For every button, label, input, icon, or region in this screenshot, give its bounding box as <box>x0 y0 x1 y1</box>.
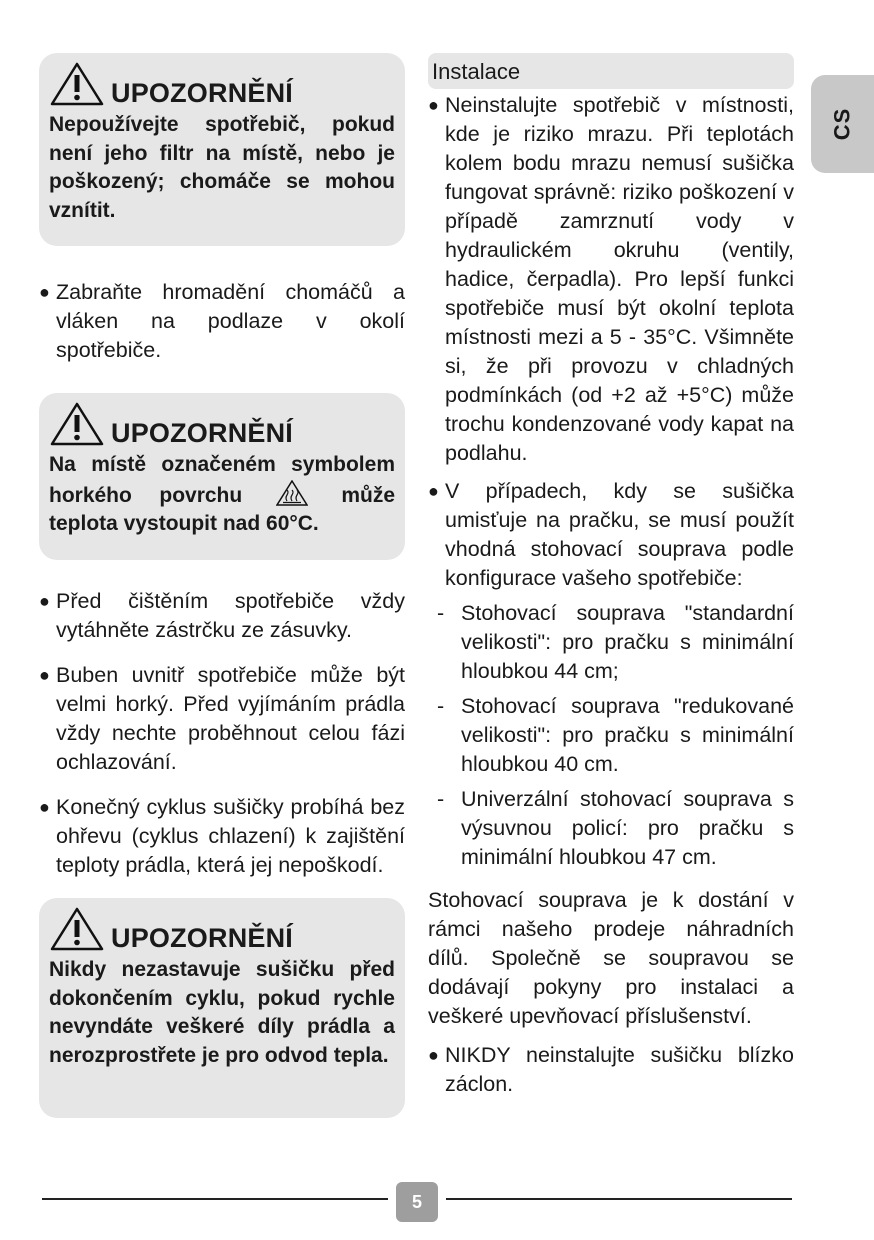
bullet-mark: ● <box>428 1045 439 1065</box>
bullet-mark: ● <box>39 282 50 302</box>
dash-mark: - <box>437 694 445 718</box>
warning-triangle-icon <box>49 61 105 107</box>
dash-mark: - <box>437 787 445 811</box>
warning-title: UPOZORNĚNÍ <box>111 923 294 953</box>
warning-heading <box>49 906 395 952</box>
warning-title: UPOZORNĚNÍ <box>111 418 294 448</box>
dash-mark: - <box>437 601 445 625</box>
paragraph: Stohovací souprava je k dostání v rámci našeho prodeje náhradních dílů. Společně se soupravou se dodávají pokyny pro instalaci a veškeré upevňovací příslušenství. <box>428 888 794 1028</box>
warning-text-after: může teplota vystoupit nad 60°C. <box>49 483 395 535</box>
sub-list-item-text: Univerzální stohovací souprava s výsuvnou policí: pro pračku s minimální hloubkou 47 cm. <box>461 787 794 869</box>
list-item <box>39 587 405 645</box>
warning-heading <box>49 61 395 107</box>
sub-list-item <box>428 692 794 779</box>
warning-text: Nikdy nezastavuje sušičku před dokončením cyklu, pokud rychle nevyndáte veškeré díly prádla a nerozprostřete je pro odvod tepla. <box>49 958 395 1067</box>
list-item-text: Konečný cyklus sušičky probíhá bez ohřevu (cyklus chlazení) k zajištění teploty prádla, která jej nepoškodí. <box>56 795 405 877</box>
bullet-mark: ● <box>428 95 439 115</box>
list-item <box>39 793 405 880</box>
list-item-text: V případech, kdy se sušička umisťuje na pračku, se musí použít vhodná stohovací souprava podle konfigurace vašeho spotřebiče: <box>445 479 794 590</box>
hot-surface-icon <box>276 480 308 506</box>
list-item <box>428 477 794 593</box>
sub-list-item <box>428 599 794 686</box>
warning-title: UPOZORNĚNÍ <box>111 78 294 108</box>
bullet-mark: ● <box>39 591 50 611</box>
footer-divider-left <box>42 1198 388 1200</box>
warning-box-cycle-stop <box>39 898 405 1118</box>
right-column <box>428 53 794 1099</box>
bullet-mark: ● <box>428 481 439 501</box>
language-tab <box>811 75 874 173</box>
section-title: Instalace <box>428 53 794 89</box>
warning-triangle-icon <box>49 906 105 952</box>
warning-heading <box>49 401 395 447</box>
bullet-mark: ● <box>39 797 50 817</box>
warning-text <box>49 451 395 539</box>
left-column <box>39 53 405 1118</box>
list-item-text: Neinstalujte spotřebič v místnosti, kde je riziko mrazu. Při teplotách kolem bodu mrazu nemusí sušička fungovat správně: riziko poškození v případě zamrznutí vody v hydraulickém okruhu (ventily, hadice, čerpadla). Pro lepší funkci spotřebiče musí být okolní teplota místnosti mezi a 5 - 35°C. Všimněte si, že při provozu v chladných podmínkách (od +2 až +5°C) může trochu kondenzované vody kapat na podlahu. <box>445 93 794 465</box>
sub-list-item-text: Stohovací souprava "redukované velikosti": pro pračku s minimální hloubkou 40 cm. <box>461 694 794 776</box>
warning-text-before: Na místě označeném symbolem horkého povrchu <box>49 453 395 507</box>
warning-triangle-icon <box>49 401 105 447</box>
warning-box-hot-surface <box>39 393 405 560</box>
list-item-text: Buben uvnitř spotřebiče může být velmi horký. Před vyjímáním prádla vždy nechte proběhnout celou fázi ochlazování. <box>56 663 405 774</box>
list-item-text: Zabraňte hromadění chomáčů a vláken na podlaze v okolí spotřebiče. <box>56 280 405 362</box>
list-item-text: NIKDY neinstalujte sušičku blízko záclon. <box>445 1043 794 1096</box>
sub-list-item <box>428 785 794 872</box>
list-item-text: Před čištěním spotřebiče vždy vytáhněte zástrčku ze zásuvky. <box>56 589 405 642</box>
footer-divider-right <box>446 1198 792 1200</box>
warning-text: Nepoužívejte spotřebič, pokud není jeho filtr na místě, nebo je poškozený; chomáče se mohou vznítit. <box>49 113 395 222</box>
list-item <box>428 91 794 468</box>
sub-list-item-text: Stohovací souprava "standardní velikosti": pro pračku s minimální hloubkou 44 cm; <box>461 601 794 683</box>
warning-box-filter <box>39 53 405 246</box>
list-item <box>39 661 405 777</box>
bullet-mark: ● <box>39 665 50 685</box>
list-item <box>39 278 405 365</box>
language-code: CS <box>829 107 855 141</box>
page-number: 5 <box>396 1182 438 1222</box>
list-item <box>428 1041 794 1099</box>
